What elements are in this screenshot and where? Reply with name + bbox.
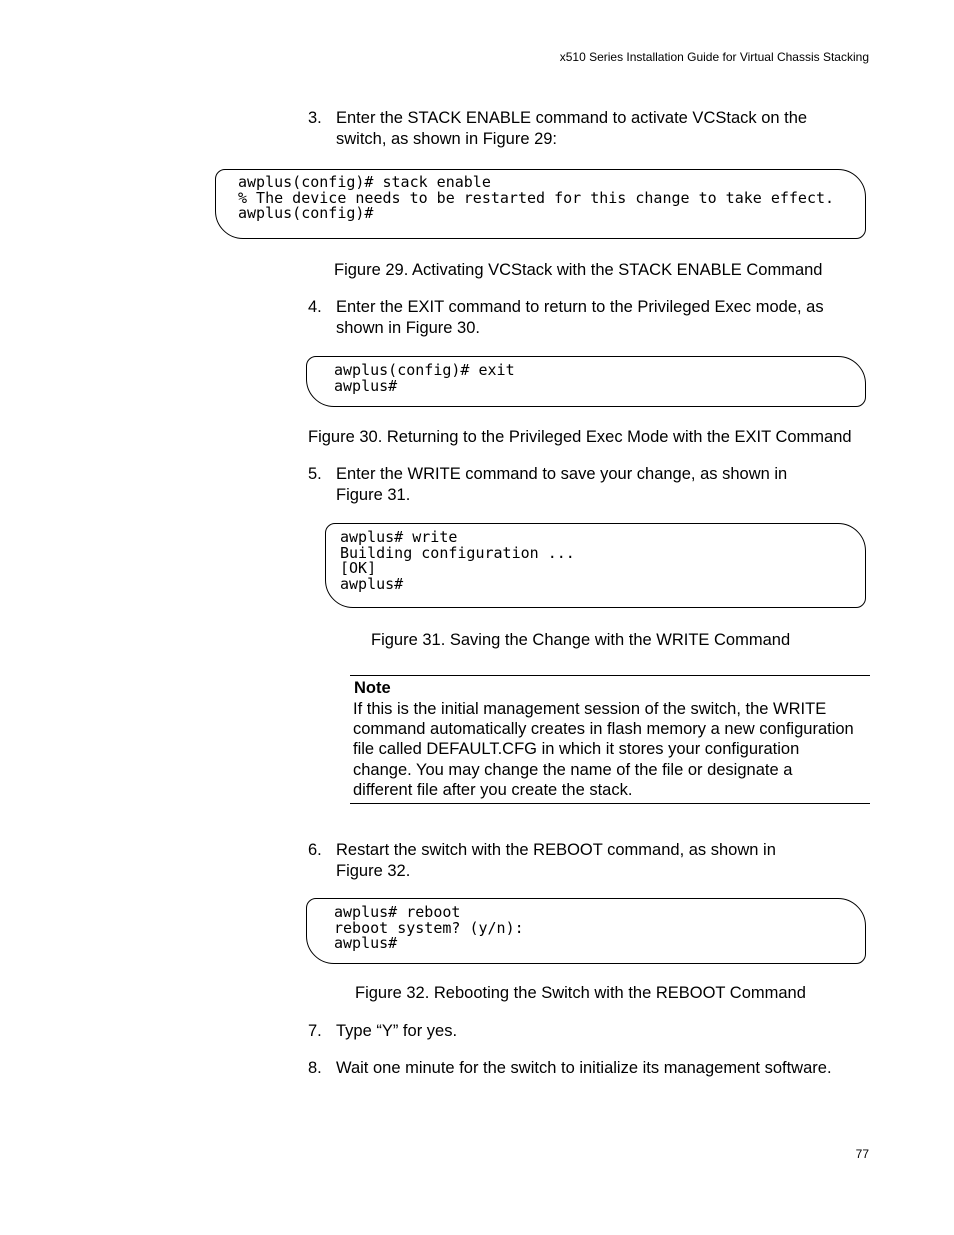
step-text: Wait one minute for the switch to initialize its management software. [336, 1059, 832, 1077]
step-text: Type “Y” for yes. [336, 1022, 458, 1040]
note-top-rule [350, 675, 870, 676]
step-number: 6. [308, 841, 322, 859]
step-4 [308, 297, 868, 341]
step-5 [308, 464, 868, 508]
step-number: 4. [308, 298, 322, 316]
note-bottom-rule [350, 803, 870, 804]
code-text: awplus# reboot reboot system? (y/n): awplus# [334, 903, 524, 952]
step-text: Restart the switch with the REBOOT command, as shown in Figure 32. [336, 841, 776, 880]
step-number: 7. [308, 1022, 322, 1040]
code-block-figure-31 [325, 523, 866, 608]
step-7 [308, 1021, 868, 1043]
code-block-figure-32 [306, 898, 866, 964]
code-text: awplus(config)# exit awplus# [334, 361, 515, 395]
note-title: Note [354, 679, 391, 697]
code-block-figure-29 [215, 169, 866, 239]
step-number: 3. [308, 109, 322, 127]
figure-31-caption: Figure 31. Saving the Change with the WRITE Command [371, 631, 791, 649]
step-number: 8. [308, 1059, 322, 1077]
step-3 [308, 108, 868, 152]
code-text: awplus(config)# stack enable % The device needs to be restarted for this change to take effect. awplus(config)# [238, 173, 835, 222]
running-header: x510 Series Installation Guide for Virtual Chassis Stacking [559, 50, 869, 64]
code-block-figure-30 [306, 356, 866, 407]
step-6 [308, 840, 868, 884]
step-text: Enter the EXIT command to return to the Privileged Exec mode, as shown in Figure 30. [336, 298, 824, 337]
figure-32-caption: Figure 32. Rebooting the Switch with the REBOOT Command [355, 984, 806, 1002]
step-number: 5. [308, 465, 322, 483]
step-8 [308, 1058, 888, 1080]
figure-29-caption: Figure 29. Activating VCStack with the STACK ENABLE Command [334, 261, 823, 279]
note-body: If this is the initial management session of the switch, the WRITE command automatically creates in flash memory a new configuration file called DEFAULT.CFG in which it stores your configuration change. You may change the name of the file or designate a different file after you create the stack. [353, 700, 854, 799]
step-text: Enter the WRITE command to save your change, as shown in Figure 31. [336, 465, 788, 504]
figure-30-caption: Figure 30. Returning to the Privileged Exec Mode with the EXIT Command [308, 428, 852, 446]
step-text: Enter the STACK ENABLE command to activate VCStack on the switch, as shown in Figure 29: [336, 109, 808, 148]
page-number: 77 [855, 1147, 869, 1161]
code-text: awplus# write Building configuration ... [OK] awplus# [340, 528, 575, 593]
